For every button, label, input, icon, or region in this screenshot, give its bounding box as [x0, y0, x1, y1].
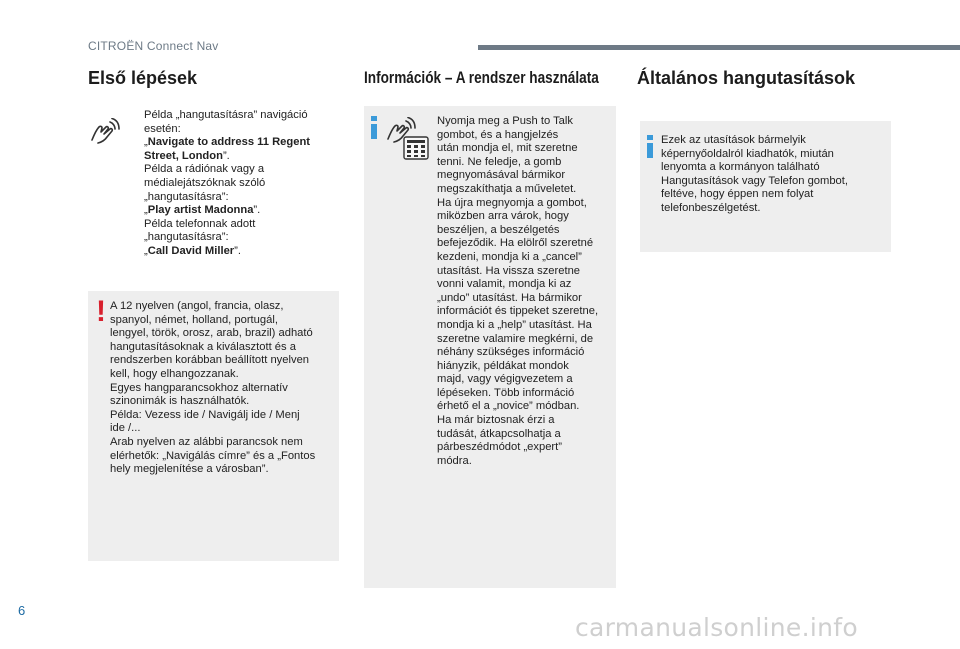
- push-to-talk-icon: [385, 117, 431, 161]
- watermark: carmanualsonline.info: [575, 613, 858, 642]
- header-bar: [478, 45, 960, 50]
- section-title-general-voice-commands: Általános hangutasítások: [637, 68, 856, 88]
- general-commands-info-panel: [640, 121, 891, 252]
- section-title-first-steps: Első lépések: [88, 68, 198, 88]
- voice-command-icon: [88, 118, 122, 146]
- document-header-title: CITROËN Connect Nav: [88, 39, 219, 53]
- system-usage-text: Nyomja meg a Push to Talk gombot, és a hangjelzés után mondja el, mit szeretne tenni. Ne feledje, a gomb megnyomásával bármikor megszakíthatja a műveletet. Ha újra megnyomja a gombot, miközben arra várok, hogy beszéljen, a beszélgetés befejeződik. Ha elölről szeretné kezdeni, mondja ki a „cancel” utasítást. Ha vissza szeretne vonni valamit, mondja ki az „undo” utasítást. Ha bármikor információt és tippeket szeretne, mondja ki a „help” utasítást. Ha szeretne valamire megkérni, de néhány szükséges információ hiányzik, példákat mondok majd, vagy végigvezetem a lépéseken. Több információ érhető el a „novice” módban. Ha már biztosnak érzi a tudását, átkapcsolhatja a párbeszédmódot „expert” módra.: [437, 115, 599, 467]
- warning-text: A 12 nyelven (angol, francia, olasz, spanyol, német, holland, portugál, lengyel, török, orosz, arab, brazil) adható hangutasításoknak a kiválasztott és a rendszerben korábban beállított nyelven kell, hogy elhangozzanak. Egyes hangparancsokhoz alternatív szinonimák is használhatók. Példa: Vezess ide / Navigálj ide / Menj ide /... Arab nyelven az alábbi parancsok nem elérhetők: „Navigálás címre” és a „Fontos hely megjelenítése a városban”.: [110, 300, 316, 476]
- warning-exclamation-icon: !: [96, 295, 106, 328]
- voice-command-examples: Példa „hangutasításra” navigáció esetén: „Navigate to address 11 Regent Street, London”. Példa a rádiónak vagy a médialejátszóknak szóló „hangutasításra”: „Play artist Madonna”. Példa telefonnak adott „hangutasításra”: „Call David Miller”.: [144, 109, 311, 257]
- page-number: 6: [18, 603, 26, 618]
- section-title-system-usage: Információk – A rendszer használata: [364, 68, 599, 87]
- warning-panel: [88, 291, 339, 561]
- general-commands-text: Ezek az utasítások bármelyik képernyőoldalról kiadhatók, miután lenyomta a kormányon található Hangutasítások vagy Telefon gombot, feltéve, hogy éppen nem folyat telefonbeszélgetést.: [661, 134, 848, 214]
- system-usage-info-panel: [364, 106, 616, 588]
